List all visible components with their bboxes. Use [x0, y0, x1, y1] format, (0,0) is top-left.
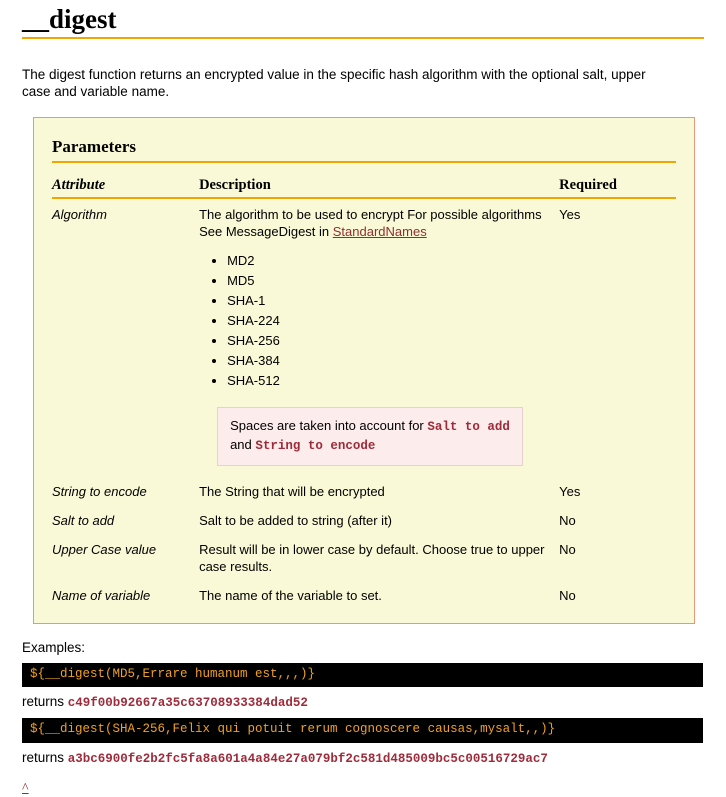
algorithm-list	[199, 251, 559, 391]
list-item: • SHA-384	[227, 351, 559, 371]
cell-attribute: String to encode	[52, 484, 147, 500]
cell-description	[199, 198, 559, 476]
parameters-table-head	[52, 177, 676, 198]
intro-paragraph: The digest function returns an encrypted value in the specific hash algorithm with the optional salt, upper case and variable name.	[22, 66, 646, 100]
cell-required: Yes	[559, 484, 581, 500]
hash-value: c49f00b92667a35c63708933384dad52	[67, 696, 308, 711]
cell-attribute: Name of variable	[52, 587, 151, 603]
example-code-block-1: ${__digest(MD5,Errare humanum est,,,)}	[22, 663, 703, 688]
cell-attribute: Algorithm	[52, 207, 107, 223]
cell-description: The name of the variable to set.	[199, 587, 382, 603]
column-header-description: Description	[199, 177, 559, 198]
description-line-2: See MessageDigest in	[199, 224, 333, 240]
table-row	[52, 476, 676, 505]
cell-required: No	[559, 587, 576, 603]
list-item: • SHA-256	[227, 331, 559, 351]
table-header-row	[52, 177, 676, 198]
description-line-1: The algorithm to be used to encrypt For possible algorithms	[199, 207, 542, 223]
cell-attribute: Salt to add	[52, 513, 115, 529]
title-block	[0, 0, 726, 37]
parameters-heading: Parameters	[52, 134, 676, 163]
example-returns-2	[22, 750, 726, 766]
cell-description: Result will be in lower case by default. Choose true to upper case results.	[199, 542, 545, 574]
table-row	[52, 580, 676, 609]
parameters-table-body	[52, 198, 676, 609]
example-returns-1	[22, 694, 726, 710]
cell-required: No	[559, 513, 576, 529]
list-item: • SHA-512	[227, 371, 559, 391]
spaces-note-box	[217, 407, 523, 466]
standard-names-link[interactable]: StandardNames	[332, 224, 427, 240]
column-header-attribute: Attribute	[52, 177, 199, 198]
examples-label: Examples:	[22, 639, 86, 655]
note-code-salt: Salt to add	[427, 420, 510, 435]
note-text-middle: and	[230, 437, 256, 453]
cell-required: Yes	[559, 207, 581, 223]
parameters-panel	[33, 117, 695, 624]
example-code-block-2: ${__digest(SHA-256,Felix qui potuit rerum cognoscere causas,mysalt,,)}	[22, 718, 703, 743]
list-item: • MD2	[227, 251, 559, 271]
hash-value: a3bc6900fe2b2fc5fa8a601a4a84e27a079bf2c581d485009bc5c00516729ac7	[67, 751, 548, 766]
list-item: • SHA-224	[227, 311, 559, 331]
note-code-string: String to encode	[255, 439, 376, 454]
column-header-required: Required	[559, 177, 676, 198]
note-text-before: Spaces are taken into account for	[230, 418, 428, 434]
list-item: • SHA-1	[227, 291, 559, 311]
table-row	[52, 505, 676, 534]
returns-label: returns	[22, 694, 68, 710]
cell-attribute: Upper Case value	[52, 542, 157, 558]
cell-description: The String that will be encrypted	[199, 484, 385, 500]
title-divider	[22, 37, 704, 39]
returns-label: returns	[22, 749, 68, 765]
page-title: __digest	[22, 4, 117, 34]
cell-description: Salt to be added to string (after it)	[199, 513, 393, 529]
list-item: • MD5	[227, 271, 559, 291]
cell-required: No	[559, 542, 576, 558]
table-row	[52, 534, 676, 580]
parameters-table	[52, 177, 676, 609]
back-to-top-link[interactable]: ^	[22, 780, 29, 796]
table-row	[52, 198, 676, 476]
